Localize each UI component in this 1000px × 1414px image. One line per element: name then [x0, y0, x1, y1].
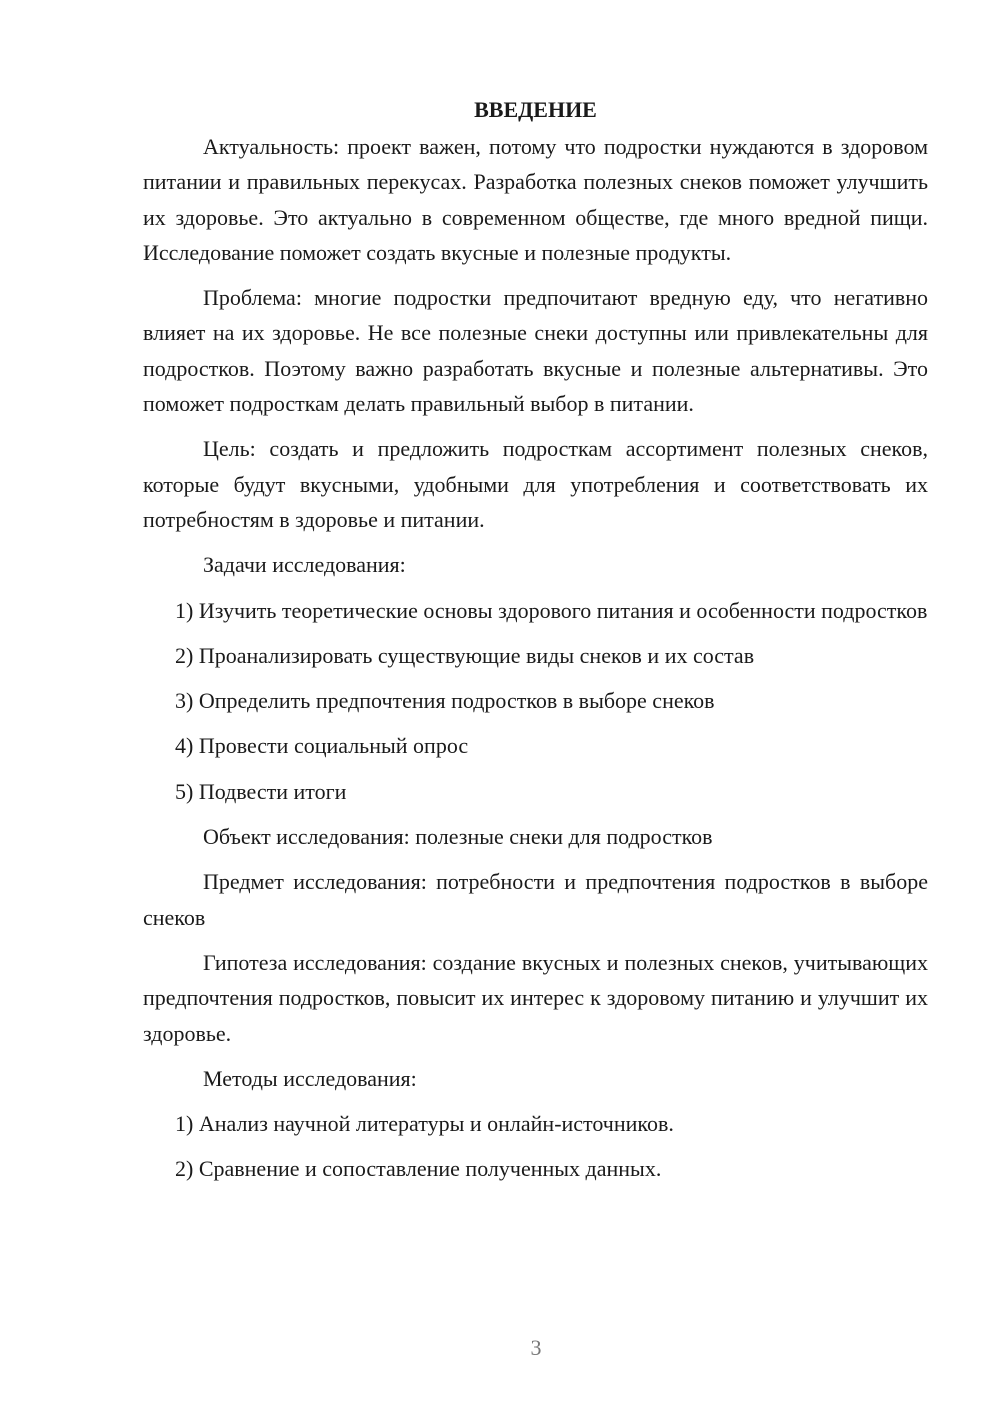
section-title: ВВЕДЕНИЕ — [474, 97, 597, 122]
hypothesis-paragraph: Гипотеза исследования: создание вкусных и полезных снеков, учитывающих предпочтения подростков, повысит их интерес к здоровому питанию и улучшит их здоровье. — [143, 949, 928, 1046]
method-item: 1) Анализ научной литературы и онлайн-источников. — [175, 1111, 674, 1137]
problem-paragraph: Проблема: многие подростки предпочитают вредную еду, что негативно влияет на их здоровье. Не все полезные снеки доступны или привлекательны для подростков. Поэтому важно разработать вкусные и полезные альтернативы. Это поможет подросткам делать правильный выбор в питании. — [143, 285, 928, 417]
tasks-heading: Задачи исследования: — [203, 552, 406, 578]
subject-paragraph: Предмет исследования: потребности и предпочтения подростков в выборе снеков — [143, 869, 928, 930]
task-item: 3) Определить предпочтения подростков в выборе снеков — [175, 688, 715, 714]
methods-heading: Методы исследования: — [203, 1065, 417, 1091]
task-item: 4) Провести социальный опрос — [175, 733, 469, 759]
task-item: 2) Проанализировать существующие виды снеков и их состав — [175, 642, 755, 668]
task-item: 5) Подвести итоги — [175, 778, 347, 804]
document-page — [143, 92, 928, 1197]
relevance-paragraph: Актуальность: проект важен, потому что подростки нуждаются в здоровом питании и правильных перекусах. Разработка полезных снеков поможет улучшить их здоровье. Это актуально в современном обществе, где много вредной пищи. Исследование поможет создать вкусные и полезные продукты. — [143, 134, 928, 265]
goal-paragraph: Цель: создать и предложить подросткам ассортимент полезных снеков, которые будут вкусными, удобными для употребления и соответствовать их потребностям в здоровье и питании. — [143, 436, 928, 532]
method-item: 2) Сравнение и сопоставление полученных данных. — [175, 1156, 662, 1182]
task-item: 1) Изучить теоретические основы здорового питания и особенности подростков — [175, 597, 928, 623]
page-number: 3 — [530, 1335, 542, 1360]
object-paragraph: Объект исследования: полезные снеки для подростков — [203, 824, 713, 850]
